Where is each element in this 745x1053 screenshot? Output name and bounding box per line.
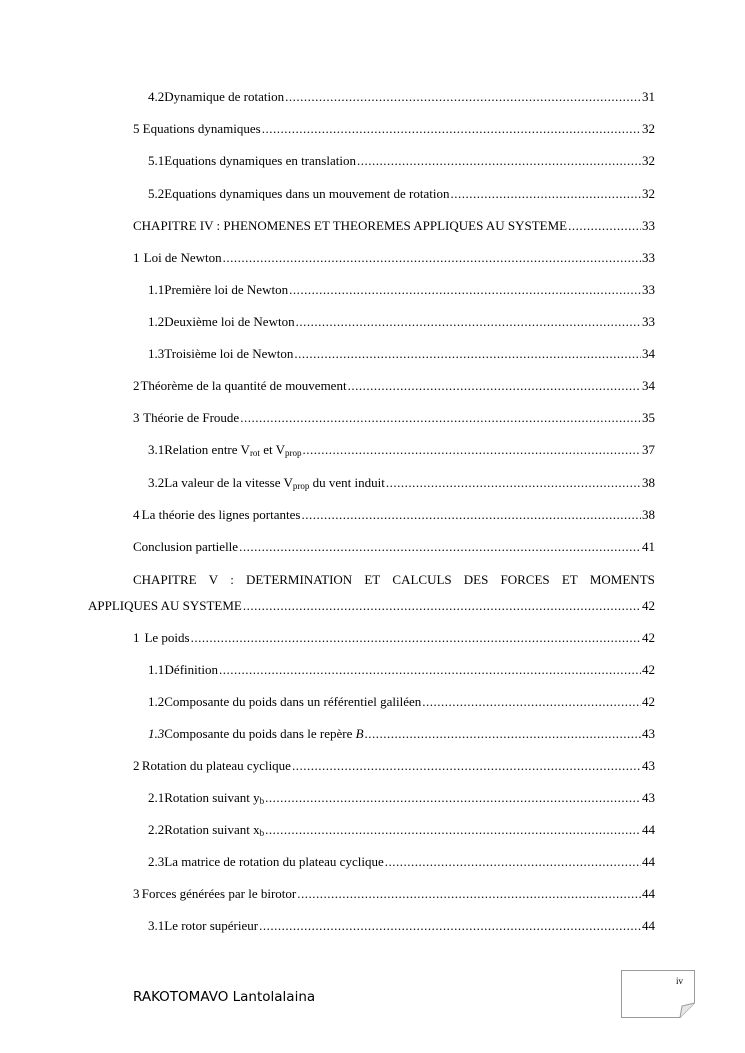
toc-entry-page: 33 <box>642 314 655 329</box>
toc-title-text: Relation entre V <box>164 442 250 457</box>
toc-entry[interactable] <box>148 185 655 203</box>
toc-entry-page: 34 <box>642 378 655 393</box>
footer-author: RAKOTOMAVO Lantolalaina <box>133 989 316 1005</box>
toc-dot-leader <box>265 789 641 807</box>
toc-entry-title: APPLIQUES AU SYSTEME <box>88 598 242 613</box>
toc-entry-page: 33 <box>642 250 655 265</box>
chapter-heading-word: CALCULS <box>392 572 452 587</box>
toc-entry-title <box>164 725 363 743</box>
toc-entry-title: Théorème de la quantité de mouvement <box>140 378 347 393</box>
toc-entry[interactable] <box>148 474 655 492</box>
toc-entry-number: 2.3 <box>148 854 165 869</box>
toc-entry-title: Equations dynamiques <box>142 121 261 136</box>
toc-entry-page: 43 <box>642 790 655 805</box>
chapter-heading-word: DES <box>463 572 489 587</box>
folded-corner-icon <box>621 970 695 1018</box>
toc-entry-page: 33 <box>642 282 655 297</box>
toc-dot-leader <box>357 152 641 170</box>
toc-entry[interactable] <box>148 661 655 679</box>
toc-title-text: du vent induit <box>309 475 385 490</box>
toc-entry-title: Conclusion partielle <box>133 539 239 554</box>
toc-entry[interactable] <box>133 409 655 427</box>
toc-entry-title: Composante du poids dans un référentiel galiléen <box>164 694 422 709</box>
toc-entry-title <box>164 821 264 839</box>
toc-dot-leader <box>365 725 641 743</box>
toc-dot-leader <box>348 377 641 395</box>
toc-dot-leader <box>294 345 641 363</box>
toc-entry-title: Equations dynamiques dans un mouvement de rotation <box>164 186 450 201</box>
toc-dot-leader <box>568 217 641 235</box>
toc-entry-number: 3.1 <box>148 918 165 933</box>
toc-entry-number: 3 <box>133 886 140 901</box>
chapter-heading-word: ET <box>364 572 381 587</box>
toc-dot-leader <box>450 185 641 203</box>
toc-dot-leader <box>289 281 641 299</box>
toc-title-text: et V <box>259 442 285 457</box>
toc-entry-number: 1 <box>133 630 140 645</box>
toc-entry[interactable] <box>148 725 655 743</box>
toc-entry-number: 5.2 <box>148 186 165 201</box>
toc-dot-leader <box>240 409 641 427</box>
toc-entry-page: 42 <box>642 662 655 677</box>
toc-entry[interactable] <box>148 345 655 363</box>
toc-title-subscript: b <box>259 828 265 838</box>
toc-entry[interactable] <box>148 441 655 459</box>
toc-entry-number: 2.1 <box>148 790 165 805</box>
toc-entry[interactable] <box>148 281 655 299</box>
toc-dot-leader <box>422 693 641 711</box>
toc-entry-number: 5 <box>133 121 140 136</box>
toc-entry[interactable] <box>148 693 655 711</box>
toc-entry-page: 44 <box>642 886 655 901</box>
page-number: iv <box>675 976 683 986</box>
toc-entry-number: 1.2 <box>148 694 165 709</box>
toc-entry-title <box>164 441 301 459</box>
toc-dot-leader <box>296 313 641 331</box>
toc-entry-number: 1.1 <box>148 662 165 677</box>
toc-title-subscript: b <box>259 796 265 806</box>
toc-entry-number: 2 <box>133 758 140 773</box>
toc-entry-page: 32 <box>642 186 655 201</box>
toc-entry-number: 3 <box>133 410 140 425</box>
toc-title-subscript: B <box>355 726 364 741</box>
toc-dot-leader <box>386 474 641 492</box>
toc-entry-number: 1.3 <box>148 346 165 361</box>
toc-entry-title: La matrice de rotation du plateau cyclique <box>164 854 384 869</box>
chapter-heading-word: ET <box>561 572 578 587</box>
toc-entry-number: 1.2 <box>148 314 165 329</box>
toc-entry-page: 42 <box>642 694 655 709</box>
toc-entry-title <box>164 789 264 807</box>
toc-entry[interactable] <box>148 88 655 106</box>
toc-title-subscript: rot <box>249 448 260 458</box>
toc-entry-page: 42 <box>642 598 655 613</box>
toc-entry[interactable] <box>148 917 655 935</box>
chapter-heading-word: MOMENTS <box>589 572 655 587</box>
toc-entry-page: 38 <box>642 475 655 490</box>
toc-entry-title: Dynamique de rotation <box>164 89 285 104</box>
toc-entry-page: 33 <box>642 218 655 233</box>
toc-entry-title: Le rotor supérieur <box>164 918 259 933</box>
toc-entry-page: 32 <box>642 153 655 168</box>
toc-entry-page: 43 <box>642 726 655 741</box>
toc-entry-number: 3.1 <box>148 442 165 457</box>
toc-entry[interactable] <box>133 538 655 556</box>
toc-title-text: Rotation suivant y <box>164 790 260 805</box>
toc-dot-leader <box>191 629 641 647</box>
toc-entry-page: 32 <box>642 121 655 136</box>
toc-entry-number: 2.2 <box>148 822 165 837</box>
toc-title-text: Rotation suivant x <box>164 822 260 837</box>
chapter-heading-word: CHAPITRE <box>133 572 197 587</box>
toc-entry-title: La théorie des lignes portantes <box>141 507 301 522</box>
toc-title-text: La valeur de la vitesse V <box>164 475 293 490</box>
toc-dot-leader <box>219 661 641 679</box>
toc-dot-leader <box>385 853 641 871</box>
toc-entry-page: 44 <box>642 822 655 837</box>
toc-dot-leader <box>301 506 641 524</box>
toc-entry-page: 34 <box>642 346 655 361</box>
toc-entry-page: 37 <box>642 442 655 457</box>
toc-entry-number: 1.3 <box>148 726 165 741</box>
chapter-heading-word: : <box>230 572 234 587</box>
toc-entry[interactable] <box>148 853 655 871</box>
toc-entry-title <box>164 474 385 492</box>
toc-dot-leader <box>262 120 641 138</box>
toc-title-subscript: prop <box>284 448 302 458</box>
toc-entry-title: Troisième loi de Newton <box>164 346 294 361</box>
toc-dot-leader <box>265 821 641 839</box>
toc-entry-title: Première loi de Newton <box>164 282 289 297</box>
toc-entry-title: Loi de Newton <box>143 250 222 265</box>
toc-entry-page: 43 <box>642 758 655 773</box>
toc-entry-title: Forces générées par le birotor <box>141 886 297 901</box>
toc-entry-number: 4.2 <box>148 89 165 104</box>
toc-entry[interactable] <box>133 506 655 524</box>
toc-entry-title: Rotation du plateau cyclique <box>141 758 291 773</box>
toc-entry-number: 2 <box>133 378 140 393</box>
toc-entry-number: 1 <box>133 250 140 265</box>
toc-dot-leader <box>243 597 641 615</box>
toc-entry[interactable] <box>133 885 655 903</box>
toc-entry[interactable] <box>133 120 655 138</box>
toc-entry-number: 4 <box>133 507 140 522</box>
toc-entry[interactable] <box>148 789 655 807</box>
toc-entry-number: 3.2 <box>148 475 165 490</box>
chapter-heading-word: V <box>208 572 219 587</box>
toc-dot-leader <box>297 885 641 903</box>
toc-entry-number: 1.1 <box>148 282 165 297</box>
toc-dot-leader <box>223 249 641 267</box>
toc-dot-leader <box>292 757 641 775</box>
chapter-heading-word: FORCES <box>500 572 550 587</box>
toc-entry[interactable] <box>133 217 655 235</box>
toc-entry-page: 44 <box>642 854 655 869</box>
toc-entry-title: Théorie de Froude <box>143 410 240 425</box>
toc-entry-title: CHAPITRE IV : PHENOMENES ET THEOREMES APPLIQUES AU SYSTEME <box>133 218 568 233</box>
toc-entry[interactable] <box>133 377 655 395</box>
toc-entry[interactable] <box>133 757 655 775</box>
toc-entry[interactable] <box>148 152 655 170</box>
toc-entry-page: 44 <box>642 918 655 933</box>
toc-dot-leader <box>259 917 641 935</box>
chapter-heading-line <box>133 571 655 589</box>
page-number-box <box>621 970 695 1018</box>
toc-entry-page: 38 <box>642 507 655 522</box>
toc-entry[interactable] <box>148 821 655 839</box>
toc-entry-number: 5.1 <box>148 153 165 168</box>
toc-entry[interactable] <box>88 597 655 615</box>
toc-entry-title: Définition <box>164 662 218 677</box>
toc-entry-page: 31 <box>642 89 655 104</box>
toc-entry[interactable] <box>133 629 655 647</box>
toc-title-text: Composante du poids dans le repère <box>164 726 356 741</box>
toc-entry-page: 42 <box>642 630 655 645</box>
toc-entry[interactable] <box>148 313 655 331</box>
toc-dot-leader <box>302 441 641 459</box>
toc-entry[interactable] <box>133 249 655 267</box>
toc-entry-page: 41 <box>642 539 655 554</box>
chapter-heading-word: DETERMINATION <box>246 572 353 587</box>
toc-entry-title: Le poids <box>144 630 190 645</box>
toc-dot-leader <box>285 88 641 106</box>
toc-entry-title: Equations dynamiques en translation <box>164 153 356 168</box>
toc-title-subscript: prop <box>292 481 310 491</box>
toc-entry-title: Deuxième loi de Newton <box>164 314 295 329</box>
toc-dot-leader <box>239 538 641 556</box>
toc-entry-page: 35 <box>642 410 655 425</box>
